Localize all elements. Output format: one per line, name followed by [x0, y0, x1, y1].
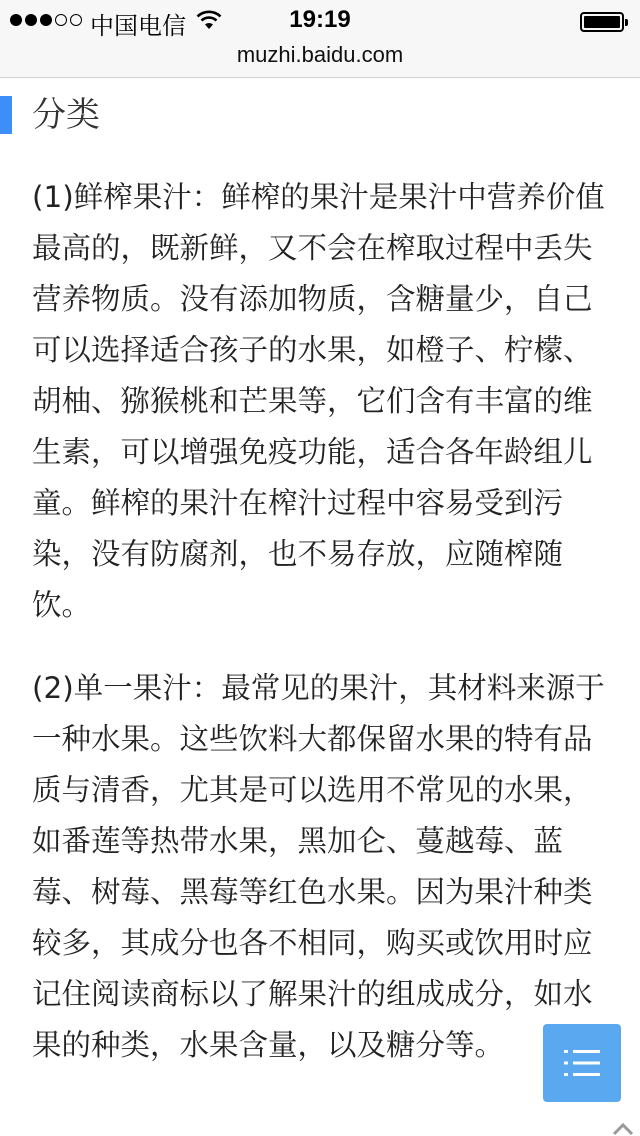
paragraph-fresh-juice: (1)鲜榨果汁：鲜榨的果汁是果汁中营养价值最高的，既新鲜，又不会在榨取过程中丢失营养物质。没有添加物质，含糖量少，自己可以选择适合孩子的水果，如橙子、柠檬、胡柚、猕猴桃和芒果等，它们含有丰富的维生素，可以增强免疫功能，适合各年龄组儿童。鲜榨的果汁在榨汁过程中容易受到污染，没有防腐剂，也不易存放，应随榨随饮。: [32, 180, 605, 622]
article-body: [32, 172, 612, 1103]
section-header: [0, 94, 640, 136]
table-of-contents-button[interactable]: [543, 1024, 621, 1102]
paragraph-single-juice: (2)单一果汁：最常见的果汁，其材料来源于一种水果。这些饮料大都保留水果的特有品质与清香，尤其是可以选用不常见的水果，如番莲等热带水果，黑加仑、蔓越莓、蓝莓、树莓、黑莓等红色水果。因为果汁种类较多，其成分也各不相同，购买或饮用时应记住阅读商标以了解果汁的组成成分，如水果的种类，水果含量，以及糖分等。: [32, 671, 605, 1062]
section-accent-bar: [0, 96, 12, 134]
url-text[interactable]: muzhi.baidu.com: [236, 42, 404, 67]
section-title: 分类: [32, 95, 100, 135]
address-bar[interactable]: [0, 40, 640, 78]
battery-icon: [580, 12, 624, 32]
chevron-up-icon: [606, 1120, 640, 1136]
clock: 19:19: [289, 6, 351, 33]
carrier-name: 中国电信: [90, 13, 186, 40]
list-menu-icon: [564, 1048, 600, 1078]
status-bar: [0, 0, 640, 40]
